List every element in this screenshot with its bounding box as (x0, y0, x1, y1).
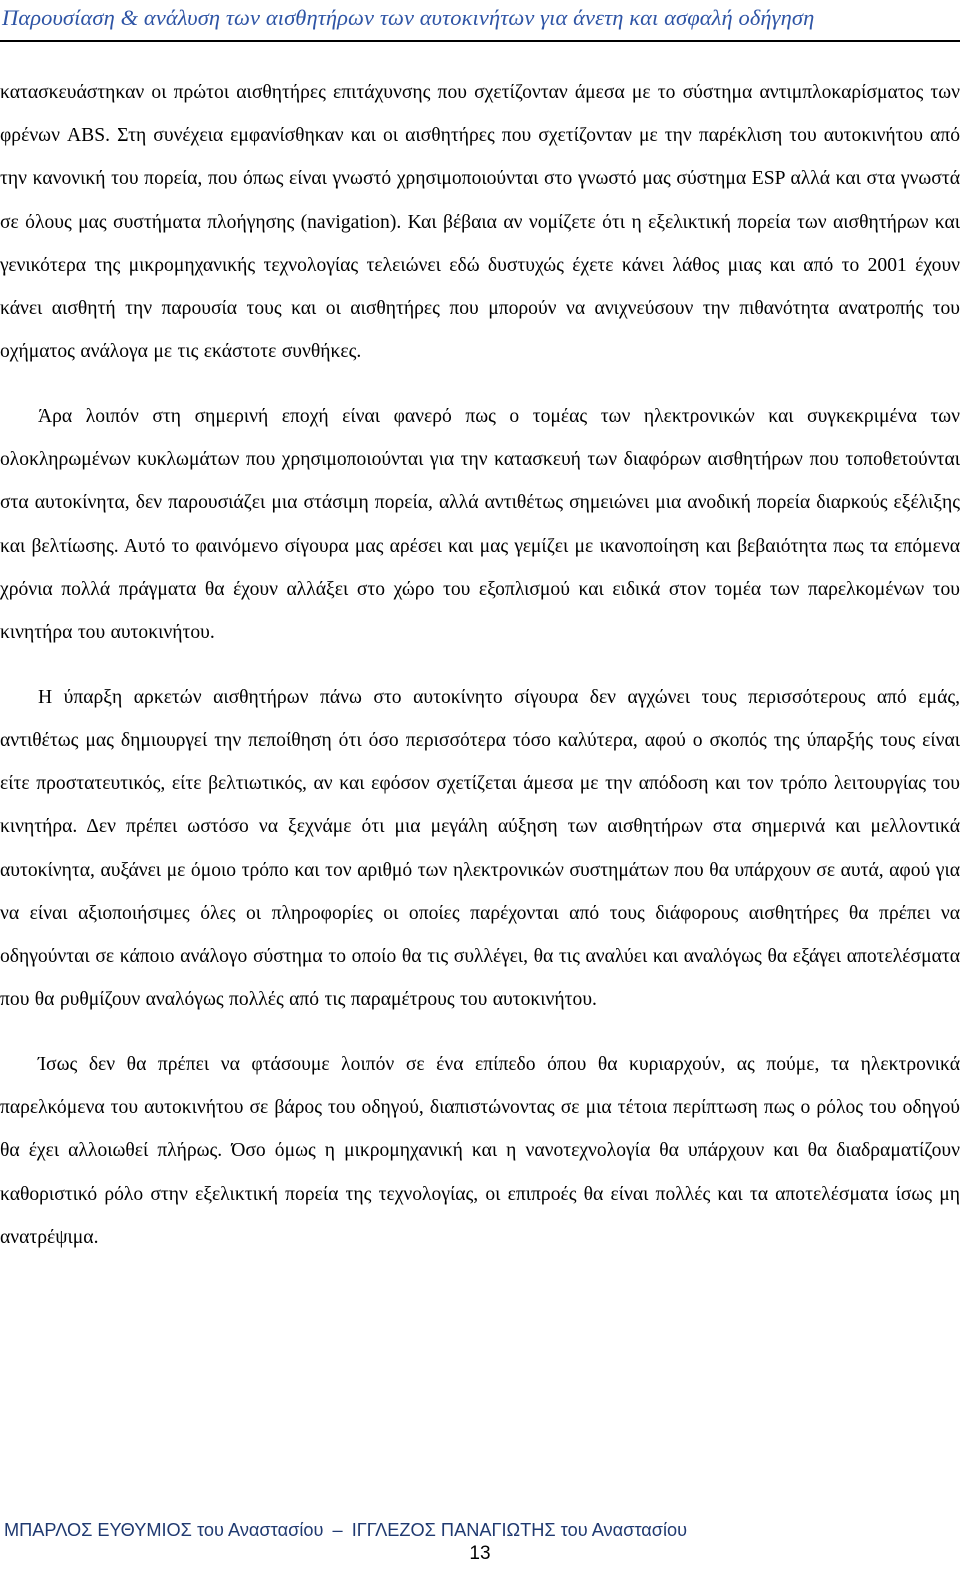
author-2: ΙΓΓΛΕΖΟΣ ΠΑΝΑΓΙΩΤΗΣ του Αναστασίου (351, 1520, 688, 1540)
author-1: ΜΠΑΡΛΟΣ ΕΥΘΥΜΙΟΣ του Αναστασίου (4, 1520, 324, 1540)
document-title: Παρουσίαση & ανάλυση των αισθητήρων των αυτοκινήτων για άνετη και ασφαλή οδήγηση (2, 5, 815, 30)
paragraph-1: κατασκευάστηκαν οι πρώτοι αισθητήρες επιτάχυνσης που σχετίζονταν άμεσα με το σύστημα αντιμπλοκαρίσματος των φρένων ABS. Στη συνέχεια εμφανίσθηκαν και οι αισθητήρες που σχετίζονταν με την παρέκλιση του αυτοκινήτου από την κανονική του πορεία, που όπως είναι γνωστό χρησιμοποιούνται στο γνωστό μας σύστημα ESP αλλά και στα γνωστά σε όλους μας συστήματα πλοήγησης (navigation). Και βέβαια αν νομίζετε ότι η εξελικτική πορεία των αισθητήρων και γενικότερα της μικρομηχανικής τεχνολογίας τελειώνει εδώ δυστυχώς έχετε κάνει λάθος μιας και από το 2001 έχουν κάνει αισθητή την παρουσία τους και οι αισθητήρες που μπορούν να ανιχνεύσουν την πιθανότητα ανατροπής του οχήματος ανάλογα με τις εκάστοτε συνθήκες. (0, 82, 960, 363)
page-number: 13 (469, 1543, 491, 1564)
paragraph-2: Άρα λοιπόν στη σημερινή εποχή είναι φανερό πως ο τομέας των ηλεκτρονικών και συγκεκριμένα των ολοκληρωμένων κυκλωμάτων που χρησιμοποιούνται για την κατασκευή των διαφόρων αισθητήρων που τοποθετούνται στα αυτοκίνητα, δεν παρουσιάζει μια στάσιμη πορεία, αλλά αντιθέτως σημειώνει μια ανοδική πορεία διαρκούς εξέλιξης και βελτίωσης. Αυτό το φαινόμενο σίγουρα μας αρέσει και μας γεμίζει με ικανοποίηση και βεβαιότητα πως τα επόμενα χρόνια πολλά πράγματα θα έχουν αλλάξει στο χώρο του εξοπλισμού και ειδικά στον τομέα των παρελκομένων του κινητήρα του αυτοκινήτου. (0, 406, 960, 644)
paragraph-4: Ίσως δεν θα πρέπει να φτάσουμε λοιπόν σε ένα επίπεδο όπου θα κυριαρχούν, ας πούμε, τα ηλεκτρονικά παρελκόμενα του αυτοκινήτου σε βάρος του οδηγού, διαπιστώνοντας σε μια τέτοια περίπτωση πως ο ρόλος του οδηγού θα έχει αλλοιωθεί πλήρως. Όσο όμως η μικρομηχανική και η νανοτεχνολογία θα υπάρχουν και θα διαδραματίζουν καθοριστικό ρόλο στην εξελικτική πορεία της τεχνολογίας, οι επιπροές θα είναι πολλές και τα αποτελέσματα ίσως μη ανατρέψιμα. (0, 1054, 960, 1248)
paragraph-3: Η ύπαρξη αρκετών αισθητήρων πάνω στο αυτοκίνητο σίγουρα δεν αγχώνει τους περισσότερους από εμάς, αντιθέτως μας δημιουργεί την πεποίθηση ότι όσο περισσότερα τόσο καλύτερα, αφού ο σκοπός της ύπαρξής τους είναι είτε προστατευτικός, είτε βελτιωτικός, αν και εφόσον σχετίζεται άμεσα με την απόδοση και τον τρόπο λειτουργίας του κινητήρα. Δεν πρέπει ωστόσο να ξεχνάμε ότι μια μεγάλη αύξηση των αισθητήρων στα σημερινά και μελλοντικά αυτοκίνητα, αυξάνει με όμοιο τρόπο και τον αριθμό των ηλεκτρονικών συστημάτων που θα υπάρχουν σε αυτά, αφού για να είναι αξιοποιήσιμες όλες οι πληροφορίες οι οποίες παρέχονται από τους διάφορους αισθητήρες θα πρέπει να οδηγούνται σε κάποιο ανάλογο σύστημα το οποίο θα τις συλλέγει, θα τις αναλύει και αναλόγως θα εξάγει αποτελέσματα που θα ρυθμίζουν αναλόγως πολλές από τις παραμέτρους του αυτοκινήτου. (0, 686, 960, 1011)
running-header (0, 0, 960, 42)
body-text (0, 71, 960, 1259)
footer-authors (4, 1520, 687, 1541)
author-separator: – (332, 1520, 343, 1540)
